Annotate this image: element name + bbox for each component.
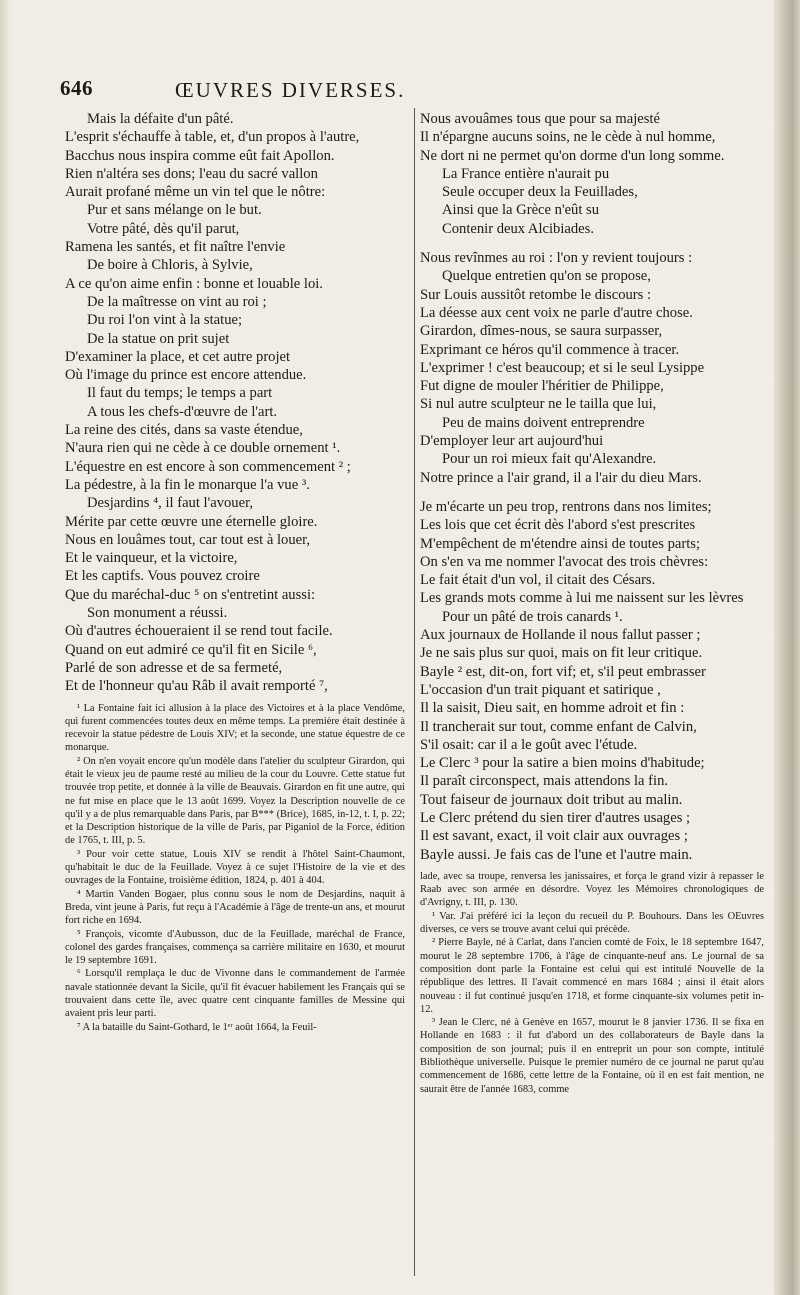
column-divider [414, 108, 415, 1276]
verse-line: Je m'écarte un peu trop, rentrons dans nos limites; [420, 498, 712, 515]
page-header [60, 76, 750, 102]
verse-line: L'esprit s'échauffe à table, et, d'un propos à l'autre, [65, 129, 360, 146]
footnote: ² On n'en voyait encore qu'un modèle dans l'atelier du sculpteur Girardon, qui était le vieux jeu de paume resté au milieu de la cour du Louvre. Cette statue fut trouvée trop petite, et donnée à la ville de Beauvais. Girardon en fit une autre, qui ne fut mise en place que le 13 août 1699. Voyez la Description nouvelle de ce qu'il y a de plus remarquable dans Paris, par B*** (Brice), 1685, in-12, t. I, p. 22; et la Description historique de la ville de Paris, par Piganiol de la Force, édition de 1765, t. III, p. 5. [65, 755, 405, 847]
verse-line: D'employer leur art aujourd'hui [420, 433, 604, 450]
verse-line: De boire à Chloris, à Sylvie, [87, 257, 253, 274]
footnote: ¹ Var. J'ai préféré ici la leçon du recueil du P. Bouhours. Dans les OEuvres diverses, ce vers se trouve avant celui qui précède. [420, 910, 764, 936]
verse-line: Nous avouâmes tous que pour sa majesté [420, 111, 660, 127]
verse-line: Et de l'honneur qu'au Râb il avait remporté ⁷, [65, 678, 328, 695]
right-verse-block [420, 110, 764, 864]
verse-line: Bayle ² est, dit-on, fort vif; et, s'il peut embrasser [420, 663, 706, 680]
verse-line: Les lois que cet écrit dès l'abord s'est prescrites [420, 517, 696, 534]
verse-line: De la statue on prit sujet [87, 330, 230, 347]
verse-line: Votre pâté, dès qu'il parut, [87, 220, 240, 237]
footnote: ⁵ François, vicomte d'Aubusson, duc de la Feuillade, maréchal de France, colonel des gardes françaises, commença sa carrière militaire en 1630, et mourut le 19 septembre 1691. [65, 928, 405, 967]
verse-line: Ainsi que la Grèce n'eût su [442, 202, 600, 219]
verse-line: Peu de mains doivent entreprendre [442, 414, 645, 431]
verse-line: Pur et sans mélange on le but. [87, 202, 262, 219]
right-footnotes [420, 870, 764, 1096]
verse-line: A ce qu'on aime enfin : bonne et louable loi. [65, 275, 323, 292]
verse-line: D'examiner la place, et cet autre projet [65, 348, 291, 365]
verse-line: Ramena les santés, et fit naître l'envie [65, 239, 286, 256]
verse-line: La déesse aux cent voix ne parle d'autre chose. [420, 304, 693, 321]
verse-line: Contenir deux Alcibiades. [442, 220, 594, 237]
verse-line: Mérite par cette œuvre une éternelle gloire. [65, 513, 318, 530]
verse-line: Que du maréchal-duc ⁵ on s'entretint aussi: [65, 586, 316, 603]
verse-line: Aux journaux de Hollande il nous fallut passer ; [420, 627, 701, 644]
footnote: ⁷ A la bataille du Saint-Gothard, le 1ᵉʳ août 1664, la Feuil- [77, 1021, 317, 1033]
verse-line: Bayle aussi. Je fais cas de l'une et l'autre main. [420, 846, 693, 863]
verse-line: Il la saisit, Dieu sait, en homme adroit et fin : [420, 700, 685, 717]
verse-line: On s'en va me nommer l'avocat des trois chèvres: [420, 553, 709, 570]
verse-line: Quand on eut admiré ce qu'il fit en Sicile ⁶, [65, 641, 317, 658]
verse-line: La France entière n'aurait pu [442, 165, 610, 182]
verse-line: Le fait était d'un vol, il citait des Césars. [420, 572, 656, 589]
verse-line: Le Clerc prétend du sien tirer d'autres usages ; [420, 809, 691, 826]
verse-line: Il n'épargne aucuns soins, ne le cède à nul homme, [420, 129, 716, 146]
verse-line: Desjardins ⁴, il faut l'avouer, [87, 495, 253, 512]
verse-line: Mais la défaite d'un pâté. [87, 111, 234, 127]
left-verse-block [65, 110, 405, 696]
verse-line: Pour un pâté de trois canards ¹. [442, 608, 623, 625]
running-title: ŒUVRES DIVERSES. [175, 78, 406, 102]
verse-line: A tous les chefs-d'œuvre de l'art. [87, 403, 278, 420]
verse-line: Nous en louâmes tout, car tout est à louer, [65, 531, 311, 548]
verse-line: Où d'autres échoueraient il se rend tout facile. [65, 623, 333, 640]
left-footnotes [65, 702, 405, 1034]
verse-line: Et le vainqueur, et la victoire, [65, 550, 238, 567]
verse-line: La reine des cités, dans sa vaste étendue, [65, 422, 303, 439]
page-number: 646 [60, 76, 93, 100]
verse-line: Si nul autre sculpteur ne le tailla que lui, [420, 396, 657, 413]
left-column [65, 110, 405, 1034]
verse-line: Nous revînmes au roi : l'on y revient toujours : [420, 250, 693, 267]
verse-line: Rien n'altéra ses dons; l'eau du sacré vallon [65, 165, 318, 182]
verse-line: Sur Louis aussitôt retombe le discours : [420, 286, 652, 303]
footnote: ¹ La Fontaine fait ici allusion à la place des Victoires et à la place Vendôme, qui furent commencées toutes deux en même temps. La première était destinée à recevoir la statue pédestre de Louis XIV; et la seconde, une statue équestre de ce monarque. [65, 702, 405, 754]
footnote: lade, avec sa troupe, renversa les janissaires, et força le grand vizir à repasser le Raab avec son armée en désordre. Voyez les Mémoires chronologiques de d'Avrigny, t. III, p. 130. [420, 870, 764, 909]
verse-line: L'exprimer ! c'est beaucoup; et si le seul Lysippe [420, 359, 705, 376]
verse-line: Parlé de son adresse et de sa fermeté, [65, 659, 283, 676]
verse-line: Notre prince a l'air grand, il a l'air du dieu Mars. [420, 469, 702, 486]
right-column [420, 110, 764, 1096]
verse-line: L'équestre en est encore à son commencement ² ; [65, 458, 351, 475]
verse-line: Ne dort ni ne permet qu'on dorme d'un long somme. [420, 147, 725, 164]
verse-line: Les grands mots comme à lui me naissent sur les lèvres [420, 590, 744, 607]
verse-line: Bacchus nous inspira comme eût fait Apollon. [65, 147, 335, 164]
footnote: ⁶ Lorsqu'il remplaça le duc de Vivonne dans le commandement de l'armée navale stationnée devant la Sicile, qu'il fit évacuer habilement les Français qui se trouvaient dans cette île, avec quatre cent cinquante familles de Messine qui avaient pris leur parti. [65, 968, 405, 1020]
verse-line: La pédestre, à la fin le monarque l'a vue ³. [65, 476, 310, 493]
verse-line: Le Clerc ³ pour la satire a bien moins d'habitude; [420, 755, 705, 772]
page-gutter-shadow [0, 0, 10, 1295]
verse-line: Il trancherait sur tout, comme enfant de Calvin, [420, 718, 697, 735]
stanza-gap [420, 238, 764, 249]
verse-line: Exprimant ce héros qu'il commence à tracer. [420, 341, 680, 358]
verse-line: Où l'image du prince est encore attendue. [65, 367, 307, 384]
verse-line: L'occasion d'un trait piquant et satirique , [420, 681, 661, 698]
verse-line: Girardon, dîmes-nous, se saura surpasser, [420, 323, 663, 340]
verse-line: Son monument a réussi. [87, 605, 228, 622]
verse-line: Et les captifs. Vous pouvez croire [65, 568, 260, 585]
footnote: ³ Pour voir cette statue, Louis XIV se rendit à l'hôtel Saint-Chaumont, qu'habitait le duc de la Feuillade. Voyez à ce sujet l'Histoire de la vie et des ouvrages de la Fontaine, troisième édition, 1824, p. 401 à 404. [65, 848, 405, 887]
verse-line: Il est savant, exact, il voit clair aux ouvrages ; [420, 828, 688, 845]
verse-line: Je ne sais plus sur quoi, mais on fit leur critique. [420, 645, 703, 662]
verse-line: Fut digne de mouler l'héritier de Philippe, [420, 378, 664, 395]
verse-line: Du roi l'on vint à la statue; [87, 312, 243, 329]
verse-line: De la maîtresse on vint au roi ; [87, 293, 267, 310]
verse-line: Quelque entretien qu'on se propose, [442, 268, 651, 285]
verse-line: N'aura rien qui ne cède à ce double ornement ¹. [65, 440, 341, 457]
verse-line: Il paraît circonspect, mais attendons la fin. [420, 773, 669, 790]
verse-line: Aurait profané même un vin tel que le nôtre: [65, 184, 326, 201]
verse-line: Seule occuper deux la Feuillades, [442, 184, 638, 201]
verse-line: Tout faiseur de journaux doit tribut au malin. [420, 791, 683, 808]
verse-line: Il faut du temps; le temps a part [87, 385, 273, 402]
verse-line: S'il osait: car il a le goût avec l'étude. [420, 736, 638, 753]
footnote: ³ Jean le Clerc, né à Genève en 1657, mourut le 8 janvier 1736. Il se fixa en Hollande en 1683 : il fut d'abord un des collaborateurs de Bayle dans la composition de son journal; puis il en entreprit un pour son compte, intitulé Bibliothèque universelle. Puisque le premier numéro de ce journal ne parut qu'au commencement de 1686, cette lettre de la Fontaine, où il en est fait mention, ne saurait être de l'année 1683, comme [420, 1017, 764, 1095]
footnote: ⁴ Martin Vanden Bogaer, plus connu sous le nom de Desjardins, naquit à Breda, vint jeune à Paris, fut reçu à l'Académie à l'âge de trente-un ans, et mourut fort riche en 1694. [65, 888, 405, 927]
footnote: ² Pierre Bayle, né à Carlat, dans l'ancien comté de Foix, le 18 septembre 1647, mourut le 28 septembre 1706, à l'âge de cinquante-neuf ans. Le journal de sa composition dont parle la Fontaine est celui qui est intitulé Nouvelle de la république des lettres. Il l'avait commencé en mars 1684 ; ainsi il était alors nouveau : il fut continué jusqu'en 1718, et forme cinquante-six volumes petit in-12. [420, 937, 764, 1015]
verse-line: Pour un roi mieux fait qu'Alexandre. [442, 451, 657, 468]
page-edge [774, 0, 800, 1295]
verse-line: M'empêchent de m'étendre ainsi de toutes parts; [420, 535, 701, 552]
stanza-gap [420, 487, 764, 498]
